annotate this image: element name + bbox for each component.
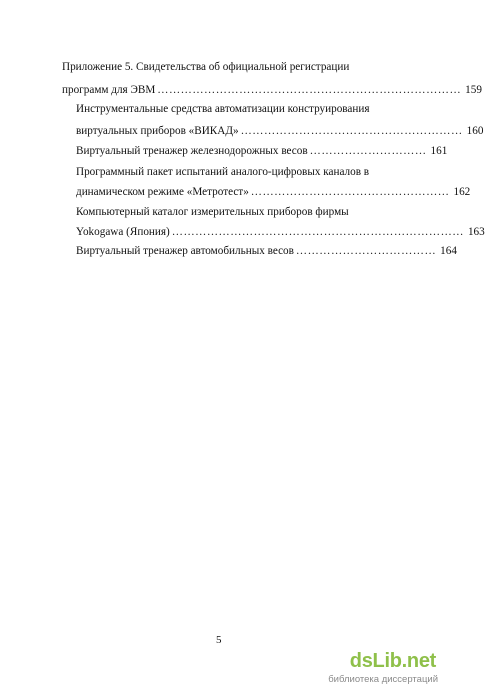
logo-lib: Lib xyxy=(372,650,402,672)
toc-item-4-line1: Компьютерный каталог измерительных приборов фирмы xyxy=(76,206,349,218)
toc-item-4-line2: Yokogawa (Япония) xyxy=(76,226,170,238)
toc-page-number: 161 xyxy=(430,145,448,157)
dslib-tagline: библиотека диссертаций xyxy=(328,674,438,685)
toc-item-1-row[interactable] xyxy=(76,124,484,138)
toc-item-2-row[interactable] xyxy=(76,144,448,158)
toc-appendix-title-line1: Приложение 5. Свидетельства об официальной регистрации xyxy=(62,61,350,73)
toc-item-3-line2: динамическом режиме «Метротест» xyxy=(76,186,249,198)
toc-page-number: 160 xyxy=(466,125,484,137)
toc-item-3-line1: Программный пакет испытаний аналого-цифровых каналов в xyxy=(76,166,370,178)
toc-item-5-row[interactable] xyxy=(76,244,457,258)
toc-item-3-row[interactable] xyxy=(76,185,471,199)
toc-leader-dots: …………………………………………………………………… xyxy=(157,84,462,96)
toc-item-1-line2: виртуальных приборов «ВИКАД» xyxy=(76,125,239,137)
dslib-watermark[interactable] xyxy=(324,650,442,686)
toc-item-4-row[interactable] xyxy=(76,225,485,239)
toc-leader-dots: ………………………… xyxy=(309,145,427,157)
toc-page-number: 164 xyxy=(440,245,457,257)
toc-page-number: 159 xyxy=(465,84,482,96)
toc-leader-dots: ………………………………………………………………… xyxy=(171,226,464,238)
toc-item-1-line1: Инструментальные средства автоматизации конструирования xyxy=(76,103,370,115)
toc-appendix-title-line2: программ для ЭВМ xyxy=(62,84,156,96)
toc-item-5-line1: Виртуальный тренажер автомобильных весов xyxy=(76,245,294,257)
toc-appendix-row[interactable] xyxy=(62,83,482,97)
logo-net: .net xyxy=(401,650,436,672)
toc-leader-dots: …………………………………………… xyxy=(250,186,450,198)
toc-page-number: 162 xyxy=(453,186,471,198)
page-number: 5 xyxy=(216,634,222,646)
toc-leader-dots: ………………………………………………… xyxy=(240,125,463,137)
logo-ds: ds xyxy=(349,650,373,672)
toc-item-2-line1: Виртуальный тренажер железнодорожных весов xyxy=(76,145,308,157)
dslib-logo xyxy=(350,650,436,673)
toc-page-number: 163 xyxy=(467,226,485,238)
toc-leader-dots: ……………………………… xyxy=(295,245,437,257)
